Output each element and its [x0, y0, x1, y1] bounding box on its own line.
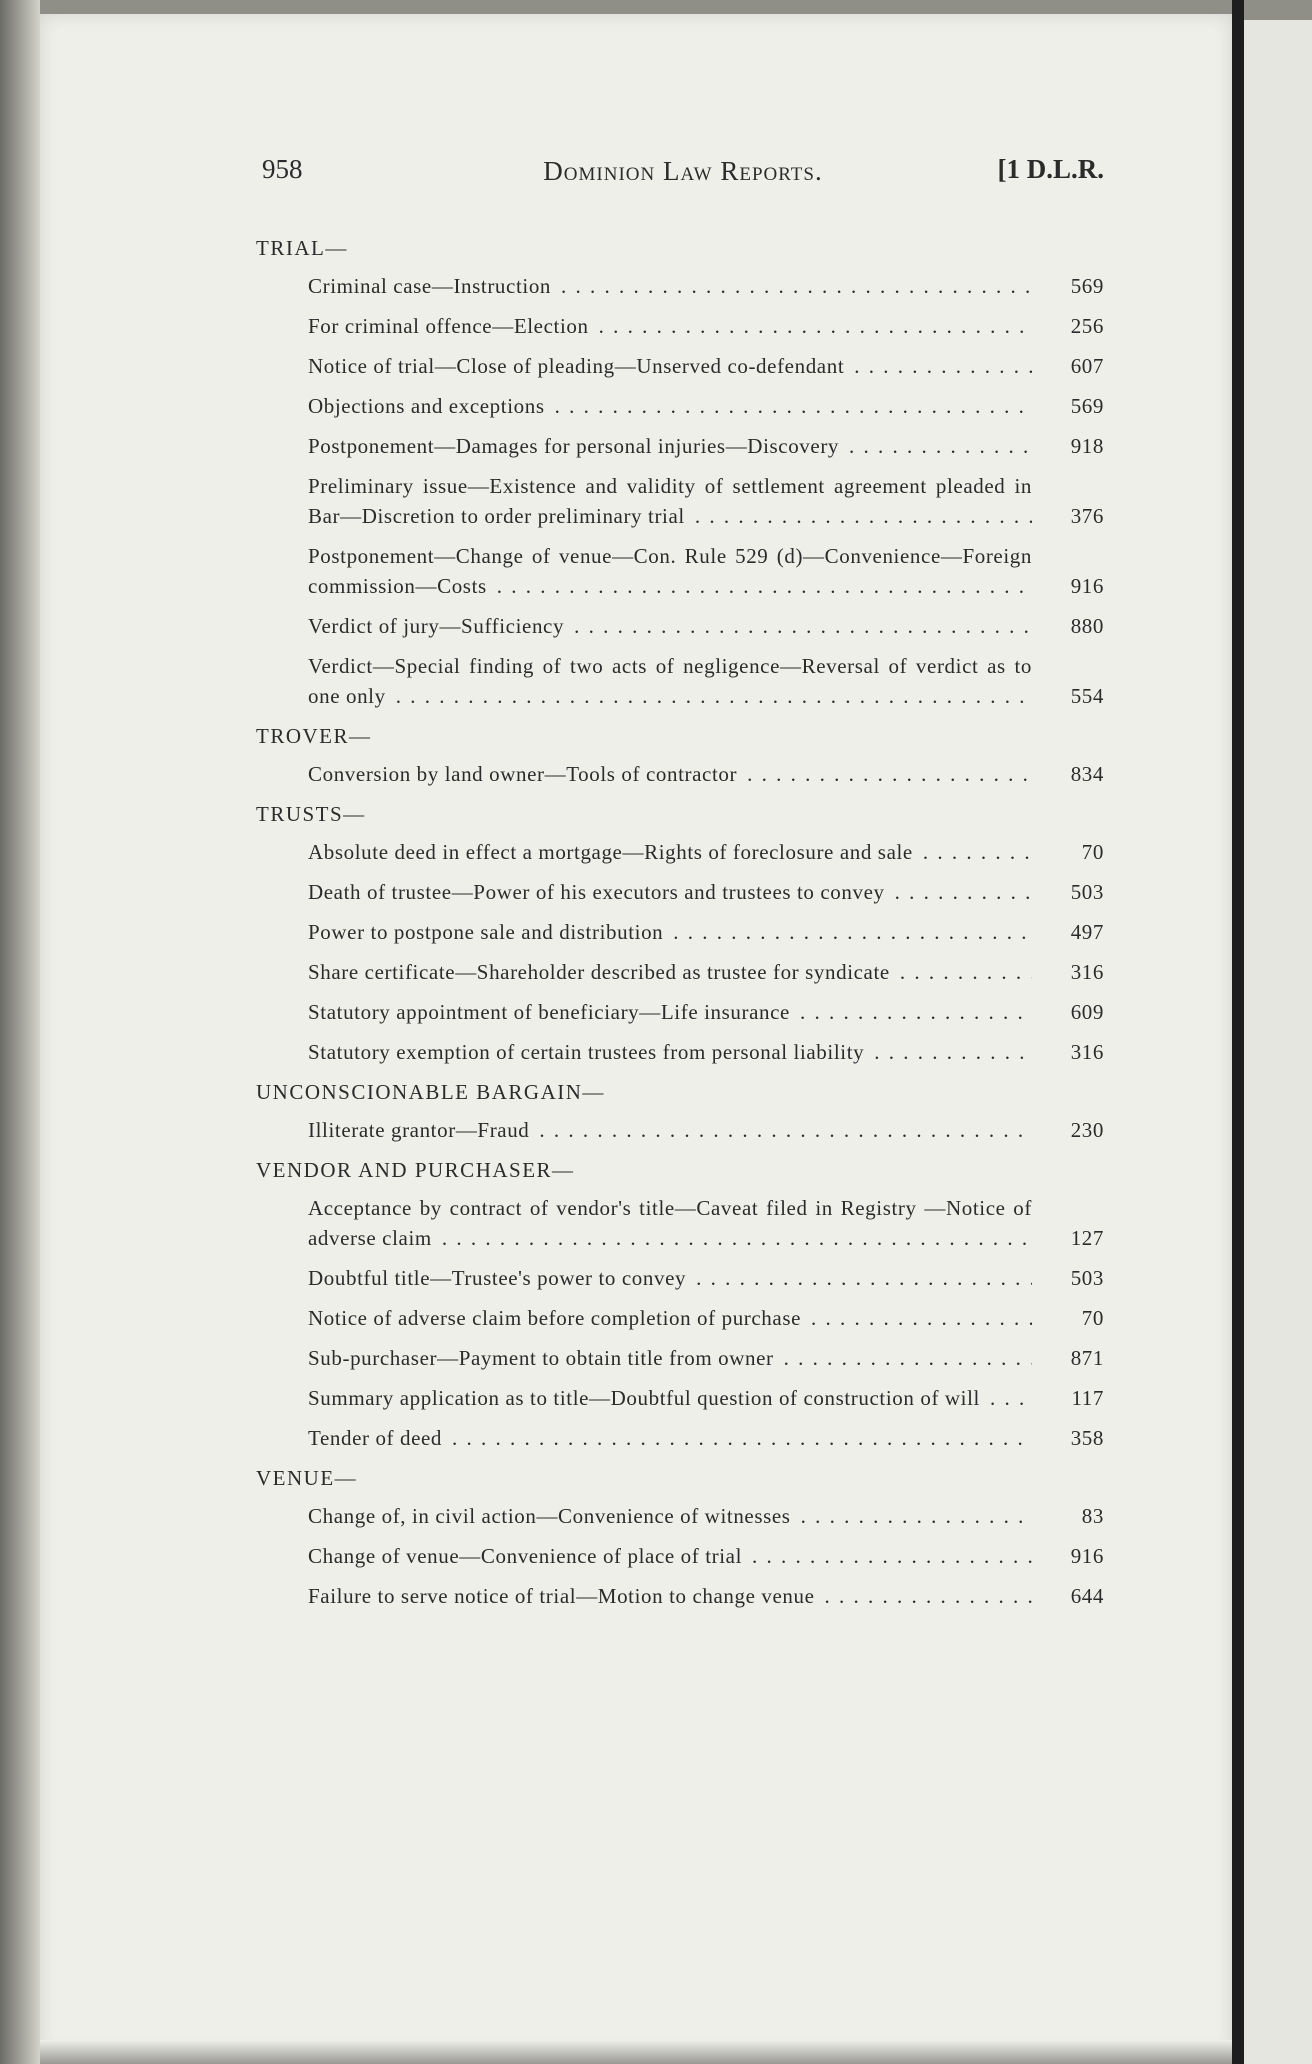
- entry-page-number: 70: [1032, 837, 1104, 867]
- index-entry: [308, 1581, 1104, 1611]
- entry-page-number: 871: [1032, 1343, 1104, 1373]
- entry-text-wrap: [308, 1263, 1032, 1293]
- entry-text: Failure to serve notice of trial—Motion to change venue: [308, 1584, 819, 1608]
- index-entry: [308, 1193, 1104, 1253]
- entry-text-wrap: [308, 431, 1032, 461]
- entry-page-number: 609: [1032, 997, 1104, 1027]
- index-entry: [308, 957, 1104, 987]
- index-entry: [308, 271, 1104, 301]
- index-entry: [308, 997, 1104, 1027]
- entry-text: Preliminary issue—Existence and validity of settlement agreement pleaded in Bar—Discretion to order preliminary trial: [308, 474, 1032, 528]
- entry-text: Illiterate grantor—Fraud: [308, 1118, 533, 1142]
- entry-text-wrap: [308, 311, 1032, 341]
- volume-reference: [1 D.L.R.: [997, 154, 1104, 184]
- entry-page-number: 918: [1032, 431, 1104, 461]
- entry-text: Statutory appointment of beneficiary—Life insurance: [308, 1000, 794, 1024]
- book-gutter: [1232, 0, 1244, 2064]
- entry-text-wrap: [308, 917, 1032, 947]
- entry-text-wrap: [308, 1193, 1032, 1253]
- page-header: [262, 150, 1104, 200]
- entry-text-wrap: [308, 1501, 1032, 1531]
- index-entry: [308, 1383, 1104, 1413]
- entry-text-wrap: [308, 271, 1032, 301]
- entry-text-wrap: [308, 759, 1032, 789]
- entry-text: Postponement—Change of venue—Con. Rule 529 (d)—Convenience—Foreign commission—Costs: [308, 544, 1032, 598]
- entry-text-wrap: [308, 1115, 1032, 1145]
- page-number: 958: [262, 154, 303, 184]
- index-heading: TROVER—: [256, 724, 372, 748]
- entry-page-number: 607: [1032, 351, 1104, 381]
- entry-page-number: 880: [1032, 611, 1104, 641]
- index-entry: [308, 311, 1104, 341]
- entry-text: Postponement—Damages for personal injuries—Discovery: [308, 434, 843, 458]
- index-entry: [308, 1501, 1104, 1531]
- running-title: Dominion Law Reports.: [543, 156, 823, 186]
- index-entry: [308, 759, 1104, 789]
- entry-text-wrap: [308, 1037, 1032, 1067]
- entry-page-number: 230: [1032, 1115, 1104, 1145]
- entry-text: Death of trustee—Power of his executors and trustees to convey: [308, 880, 889, 904]
- entry-page-number: 127: [1032, 1223, 1104, 1253]
- entry-text-wrap: [308, 1541, 1032, 1571]
- entry-text: Objections and exceptions: [308, 394, 549, 418]
- entry-text-wrap: [308, 651, 1032, 711]
- entry-page-number: 503: [1032, 1263, 1104, 1293]
- entry-text: Power to postpone sale and distribution: [308, 920, 667, 944]
- entry-page-number: 117: [1032, 1383, 1104, 1413]
- entry-page-number: 503: [1032, 877, 1104, 907]
- entry-text: Notice of trial—Close of pleading—Unserved co-defendant: [308, 354, 848, 378]
- entry-page-number: 83: [1032, 1501, 1104, 1531]
- index-entry: [308, 1343, 1104, 1373]
- entry-text-wrap: [308, 1581, 1032, 1611]
- entry-text: Summary application as to title—Doubtful question of construction of will: [308, 1386, 984, 1410]
- entry-text-wrap: [308, 957, 1032, 987]
- index-entry: [308, 541, 1104, 601]
- index-entry: [308, 1541, 1104, 1571]
- entry-text: Change of venue—Convenience of place of trial: [308, 1544, 746, 1568]
- index-entry: [308, 471, 1104, 531]
- index-entry: [308, 1303, 1104, 1333]
- entry-text: Notice of adverse claim before completion of purchase: [308, 1306, 805, 1330]
- entry-page-number: 358: [1032, 1423, 1104, 1453]
- entry-text-wrap: [308, 611, 1032, 641]
- entry-text-wrap: [308, 471, 1032, 531]
- entry-page-number: 316: [1032, 1037, 1104, 1067]
- entry-page-number: 70: [1032, 1303, 1104, 1333]
- entry-text: Verdict of jury—Sufficiency: [308, 614, 568, 638]
- index-entry: [308, 1115, 1104, 1145]
- entry-text: Acceptance by contract of vendor's title—Caveat filed in Registry —Notice of adverse claim: [308, 1196, 1032, 1250]
- index-entry: [308, 351, 1104, 381]
- index-heading: VENUE—: [256, 1466, 358, 1490]
- index-entry: [308, 1037, 1104, 1067]
- entry-page-number: 834: [1032, 759, 1104, 789]
- index-entry: [308, 877, 1104, 907]
- index-heading: TRUSTS—: [256, 802, 366, 826]
- entry-text-wrap: [308, 997, 1032, 1027]
- facing-page-edge: [1244, 20, 1312, 2064]
- index-content: [256, 225, 1104, 1621]
- entry-page-number: 316: [1032, 957, 1104, 987]
- entry-page-number: 644: [1032, 1581, 1104, 1611]
- entry-page-number: 569: [1032, 271, 1104, 301]
- index-heading: TRIAL—: [256, 236, 348, 260]
- index-entry: [308, 1263, 1104, 1293]
- index-entry: [308, 1423, 1104, 1453]
- index-entry: [308, 431, 1104, 461]
- entry-text: Criminal case—Instruction: [308, 274, 555, 298]
- entry-text-wrap: [308, 351, 1032, 381]
- entry-page-number: 497: [1032, 917, 1104, 947]
- index-entry: [308, 611, 1104, 641]
- entry-text-wrap: [308, 1303, 1032, 1333]
- index-heading: VENDOR AND PURCHASER—: [256, 1158, 575, 1182]
- entry-page-number: 376: [1032, 501, 1104, 531]
- entry-page-number: 569: [1032, 391, 1104, 421]
- entry-page-number: 916: [1032, 571, 1104, 601]
- entry-text-wrap: [308, 541, 1032, 601]
- index-entry: [308, 391, 1104, 421]
- index-entry: [308, 917, 1104, 947]
- entry-text-wrap: [308, 1383, 1032, 1413]
- entry-text: Absolute deed in effect a mortgage—Rights of foreclosure and sale: [308, 840, 917, 864]
- entry-text: Change of, in civil action—Convenience of witnesses: [308, 1504, 795, 1528]
- index-entry: [308, 837, 1104, 867]
- entry-text-wrap: [308, 391, 1032, 421]
- entry-text: Sub-purchaser—Payment to obtain title from owner: [308, 1346, 778, 1370]
- index-entry: [308, 651, 1104, 711]
- entry-text-wrap: [308, 877, 1032, 907]
- entry-page-number: 256: [1032, 311, 1104, 341]
- entry-page-number: 554: [1032, 681, 1104, 711]
- page-bottom-edge: [40, 2040, 1232, 2064]
- entry-text: Verdict—Special finding of two acts of negligence—Reversal of verdict as to one only: [308, 654, 1032, 708]
- entry-text: Statutory exemption of certain trustees from personal liability: [308, 1040, 868, 1064]
- entry-text: Conversion by land owner—Tools of contractor: [308, 762, 741, 786]
- index-heading: UNCONSCIONABLE BARGAIN—: [256, 1080, 605, 1104]
- entry-text-wrap: [308, 837, 1032, 867]
- entry-text: Tender of deed: [308, 1426, 446, 1450]
- entry-text-wrap: [308, 1343, 1032, 1373]
- entry-page-number: 916: [1032, 1541, 1104, 1571]
- entry-text-wrap: [308, 1423, 1032, 1453]
- entry-text: Doubtful title—Trustee's power to convey: [308, 1266, 690, 1290]
- entry-text: Share certificate—Shareholder described as trustee for syndicate: [308, 960, 894, 984]
- entry-text: For criminal offence—Election: [308, 314, 593, 338]
- scan-left-edge: [0, 0, 40, 2064]
